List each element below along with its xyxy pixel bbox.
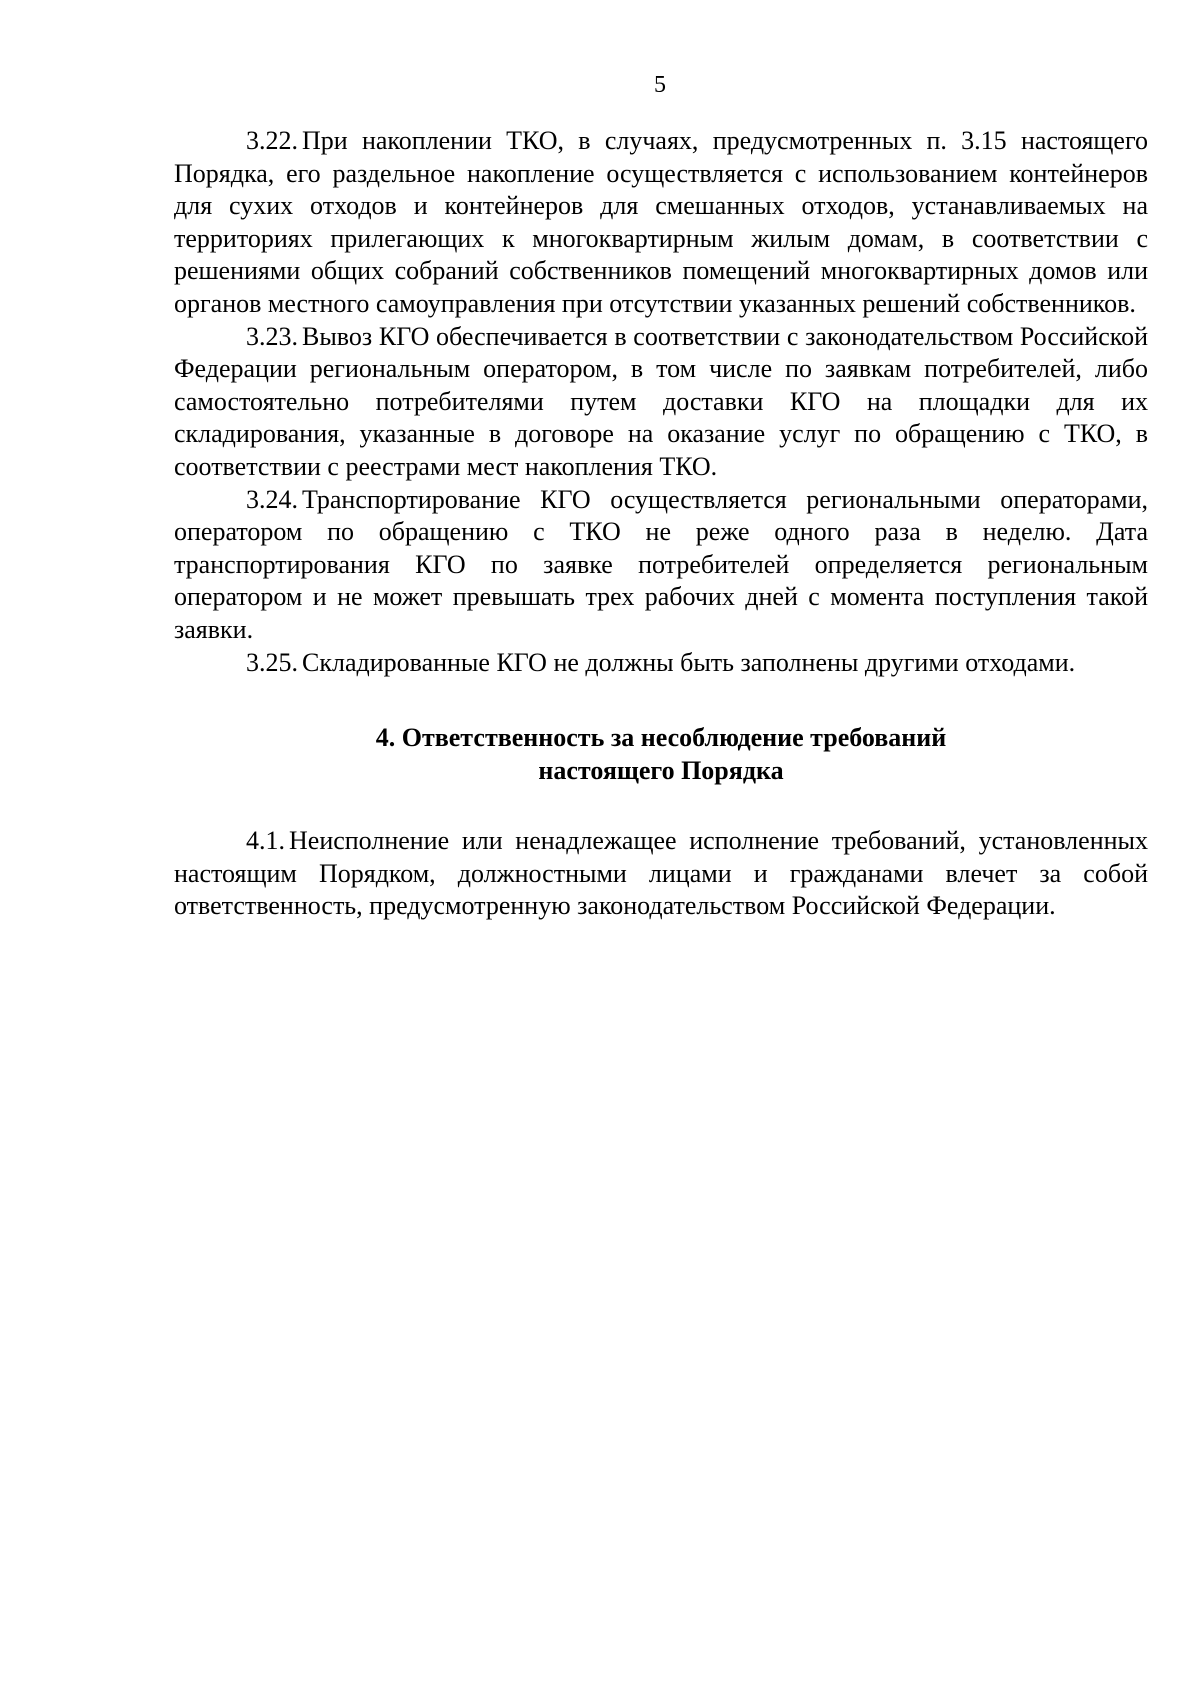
section-heading bbox=[174, 722, 1148, 787]
paragraph-text: Вывоз КГО обеспечивается в соответствии с законодательством Российской Федерации региональным оператором, в том числе по заявкам потребителей, либо самостоятельно потребителями путем доставки КГО на площадки для их складирования, указанные в договоре на оказание услуг по обращению с ТКО, в соответствии с реестрами мест накопления ТКО. bbox=[174, 321, 1148, 481]
paragraph-3-22 bbox=[174, 125, 1148, 321]
paragraph-text: При накоплении ТКО, в случаях, предусмотренных п. 3.15 настоящего Порядка, его раздельное накопление осуществляется с использованием контейнеров для сухих отходов и контейнеров для смешанных отходов, устанавливаемых на территориях прилегающих к многоквартирным жилым домам, в соответствии с решениями общих собраний собственников помещений многоквартирных домов или органов местного самоуправления при отсутствии указанных решений собственников. bbox=[174, 126, 1148, 318]
paragraph-number: 3.23. bbox=[246, 321, 298, 351]
paragraph-3-25 bbox=[174, 647, 1148, 680]
paragraph-text: Складированные КГО не должны быть заполнены другими отходами. bbox=[302, 647, 1076, 677]
paragraph-text: Транспортирование КГО осуществляется региональными операторами, оператором по обращению с ТКО не реже одного раза в неделю. Дата транспортирования КГО по заявке потребителей определяется региональным оператором и не может превышать трех рабочих дней с момента поступления такой заявки. bbox=[174, 484, 1148, 644]
paragraph-4-1 bbox=[174, 825, 1148, 923]
document-body bbox=[174, 125, 1148, 923]
paragraph-number: 3.22. bbox=[246, 126, 298, 155]
page-number: 5 bbox=[654, 72, 666, 98]
paragraph-3-24 bbox=[174, 484, 1148, 647]
paragraph-number: 3.24. bbox=[246, 484, 298, 514]
paragraph-number: 3.25. bbox=[246, 647, 298, 677]
section-heading-line-2: настоящего Порядка bbox=[538, 755, 784, 785]
paragraph-text: Неисполнение или ненадлежащее исполнение требований, установленных настоящим Порядком, должностными лицами и гражданами влечет за собой ответственность, предусмотренную законодательством Российской Федерации. bbox=[174, 826, 1148, 921]
paragraph-3-23 bbox=[174, 321, 1148, 484]
paragraph-number: 4.1. bbox=[246, 826, 285, 856]
section-heading-line-1: 4. Ответственность за несоблюдение требований bbox=[375, 723, 947, 753]
